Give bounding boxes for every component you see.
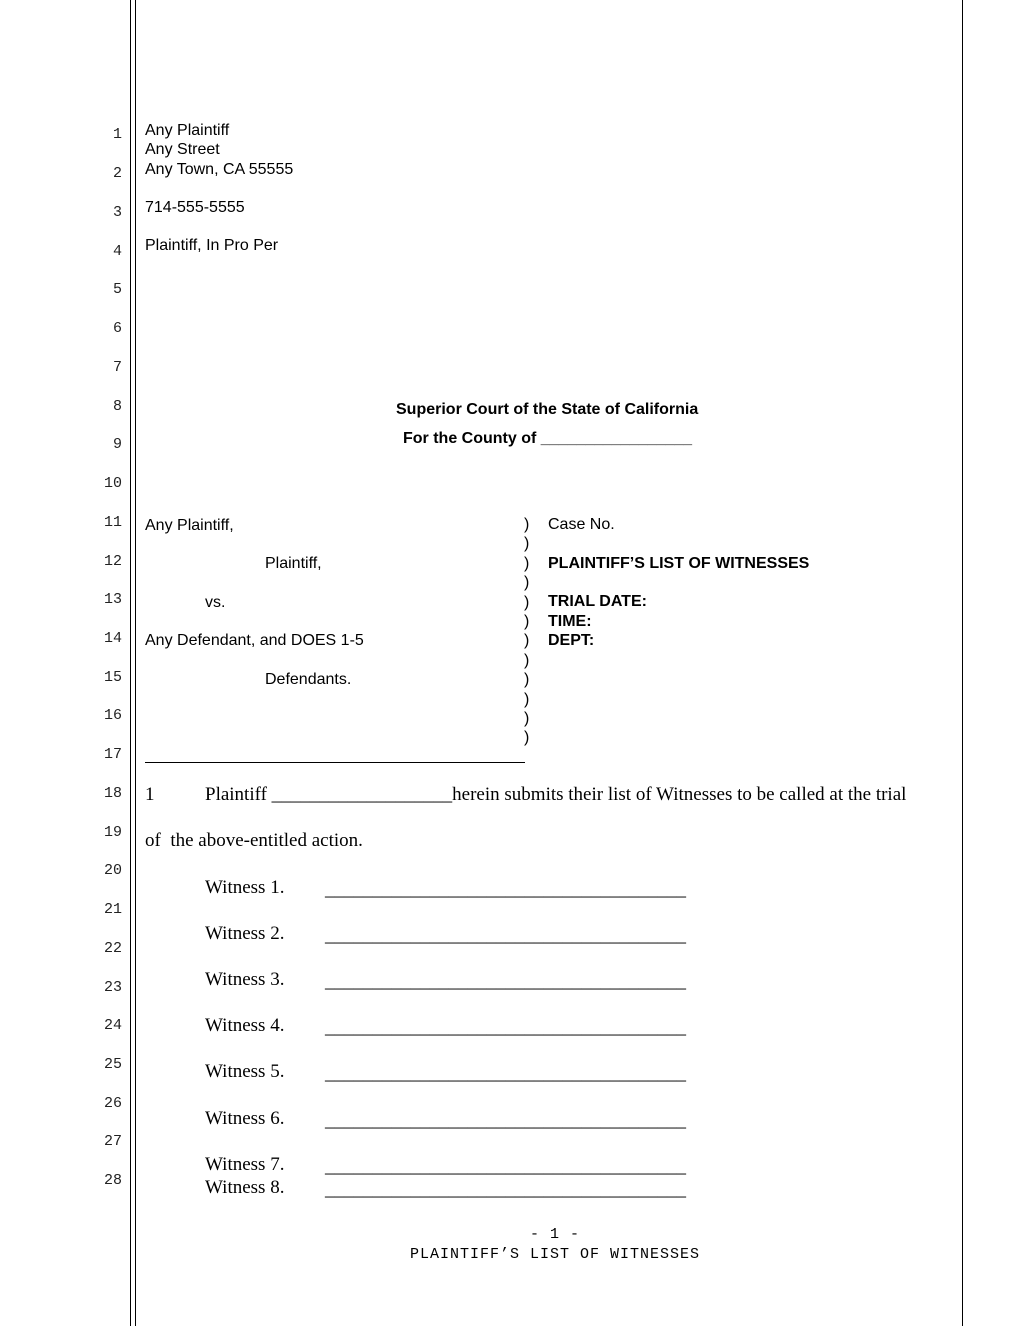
line-number: 18 <box>103 785 122 802</box>
case-number-label: Case No. <box>548 516 615 533</box>
line-number: 6 <box>112 320 122 337</box>
line-number: 23 <box>103 979 122 996</box>
witness-label: Witness 4. <box>205 1015 285 1036</box>
line-number: 1 <box>112 126 122 143</box>
left-margin-rule-outer <box>130 0 131 1326</box>
witness-label: Witness 2. <box>205 923 285 944</box>
paragraph-line-1: Plaintiff ___________________herein submits their list of Witnesses to be called at the trial <box>205 784 907 805</box>
witness-name-blank: ______________________________________ <box>325 1110 686 1131</box>
line-number: 12 <box>103 553 122 570</box>
party-phone: 714-555-5555 <box>145 199 245 216</box>
caption-rule <box>145 762 525 763</box>
line-number: 15 <box>103 669 122 686</box>
witness-name-blank: ______________________________________ <box>325 1063 686 1084</box>
court-title: Superior Court of the State of California <box>396 401 699 418</box>
line-number: 21 <box>103 901 122 918</box>
line-number: 26 <box>103 1095 122 1112</box>
left-margin-rule-inner <box>135 0 136 1326</box>
line-number: 24 <box>103 1017 122 1034</box>
witness-name-blank: ______________________________________ <box>325 1017 686 1038</box>
line-number: 8 <box>112 398 122 415</box>
line-number: 7 <box>112 359 122 376</box>
witness-name-blank: ______________________________________ <box>325 879 686 900</box>
caption-vs: vs. <box>205 594 226 611</box>
witness-label: Witness 5. <box>205 1061 285 1082</box>
line-number: 3 <box>112 204 122 221</box>
trial-dept-label: DEPT: <box>548 632 595 649</box>
court-county: For the County of _________________ <box>403 430 693 447</box>
caption-defendant: Any Defendant, and DOES 1-5 <box>145 632 364 649</box>
line-number: 13 <box>103 591 122 608</box>
line-number: 14 <box>103 630 122 647</box>
line-number: 25 <box>103 1056 122 1073</box>
document-title: PLAINTIFF’S LIST OF WITNESSES <box>548 555 810 572</box>
line-number: 10 <box>103 475 122 492</box>
caption-plaintiff-label: Plaintiff, <box>265 555 322 572</box>
paragraph-line-2: of the above-entitled action. <box>145 830 363 851</box>
party-role: Plaintiff, In Pro Per <box>145 237 279 254</box>
party-city: Any Town, CA 55555 <box>145 161 294 178</box>
footer-page-number: - 1 - <box>529 1226 580 1243</box>
footer-document-title: PLAINTIFF’S LIST OF WITNESSES <box>409 1246 701 1263</box>
party-street: Any Street <box>145 141 220 158</box>
line-number: 4 <box>112 243 122 260</box>
trial-time-label: TIME: <box>548 613 592 630</box>
caption-paren-column: ) ) ) ) ) ) ) ) ) ) ) ) <box>524 516 530 747</box>
line-number: 22 <box>103 940 122 957</box>
line-number: 2 <box>112 165 122 182</box>
right-margin-rule <box>962 0 963 1326</box>
witness-label: Witness 3. <box>205 969 285 990</box>
paragraph-number: 1 <box>145 784 155 805</box>
witness-label: Witness 7. <box>205 1154 285 1175</box>
caption-defendant-label: Defendants. <box>265 671 352 688</box>
witness-label: Witness 1. <box>205 877 285 898</box>
line-number: 5 <box>112 281 122 298</box>
line-number: 28 <box>103 1172 122 1189</box>
line-number: 19 <box>103 824 122 841</box>
witness-name-blank: ______________________________________ <box>325 1179 686 1200</box>
witness-name-blank: ______________________________________ <box>325 971 686 992</box>
line-number: 9 <box>112 436 122 453</box>
line-number: 17 <box>103 746 122 763</box>
caption-plaintiff: Any Plaintiff, <box>145 517 234 534</box>
trial-date-label: TRIAL DATE: <box>548 593 647 610</box>
line-number: 27 <box>103 1133 122 1150</box>
line-number: 11 <box>103 514 122 531</box>
witness-name-blank: ______________________________________ <box>325 925 686 946</box>
line-number: 20 <box>103 862 122 879</box>
witness-label: Witness 6. <box>205 1108 285 1129</box>
witness-name-blank: ______________________________________ <box>325 1156 686 1177</box>
witness-label: Witness 8. <box>205 1177 285 1198</box>
party-name: Any Plaintiff <box>145 122 230 139</box>
line-number: 16 <box>103 707 122 724</box>
